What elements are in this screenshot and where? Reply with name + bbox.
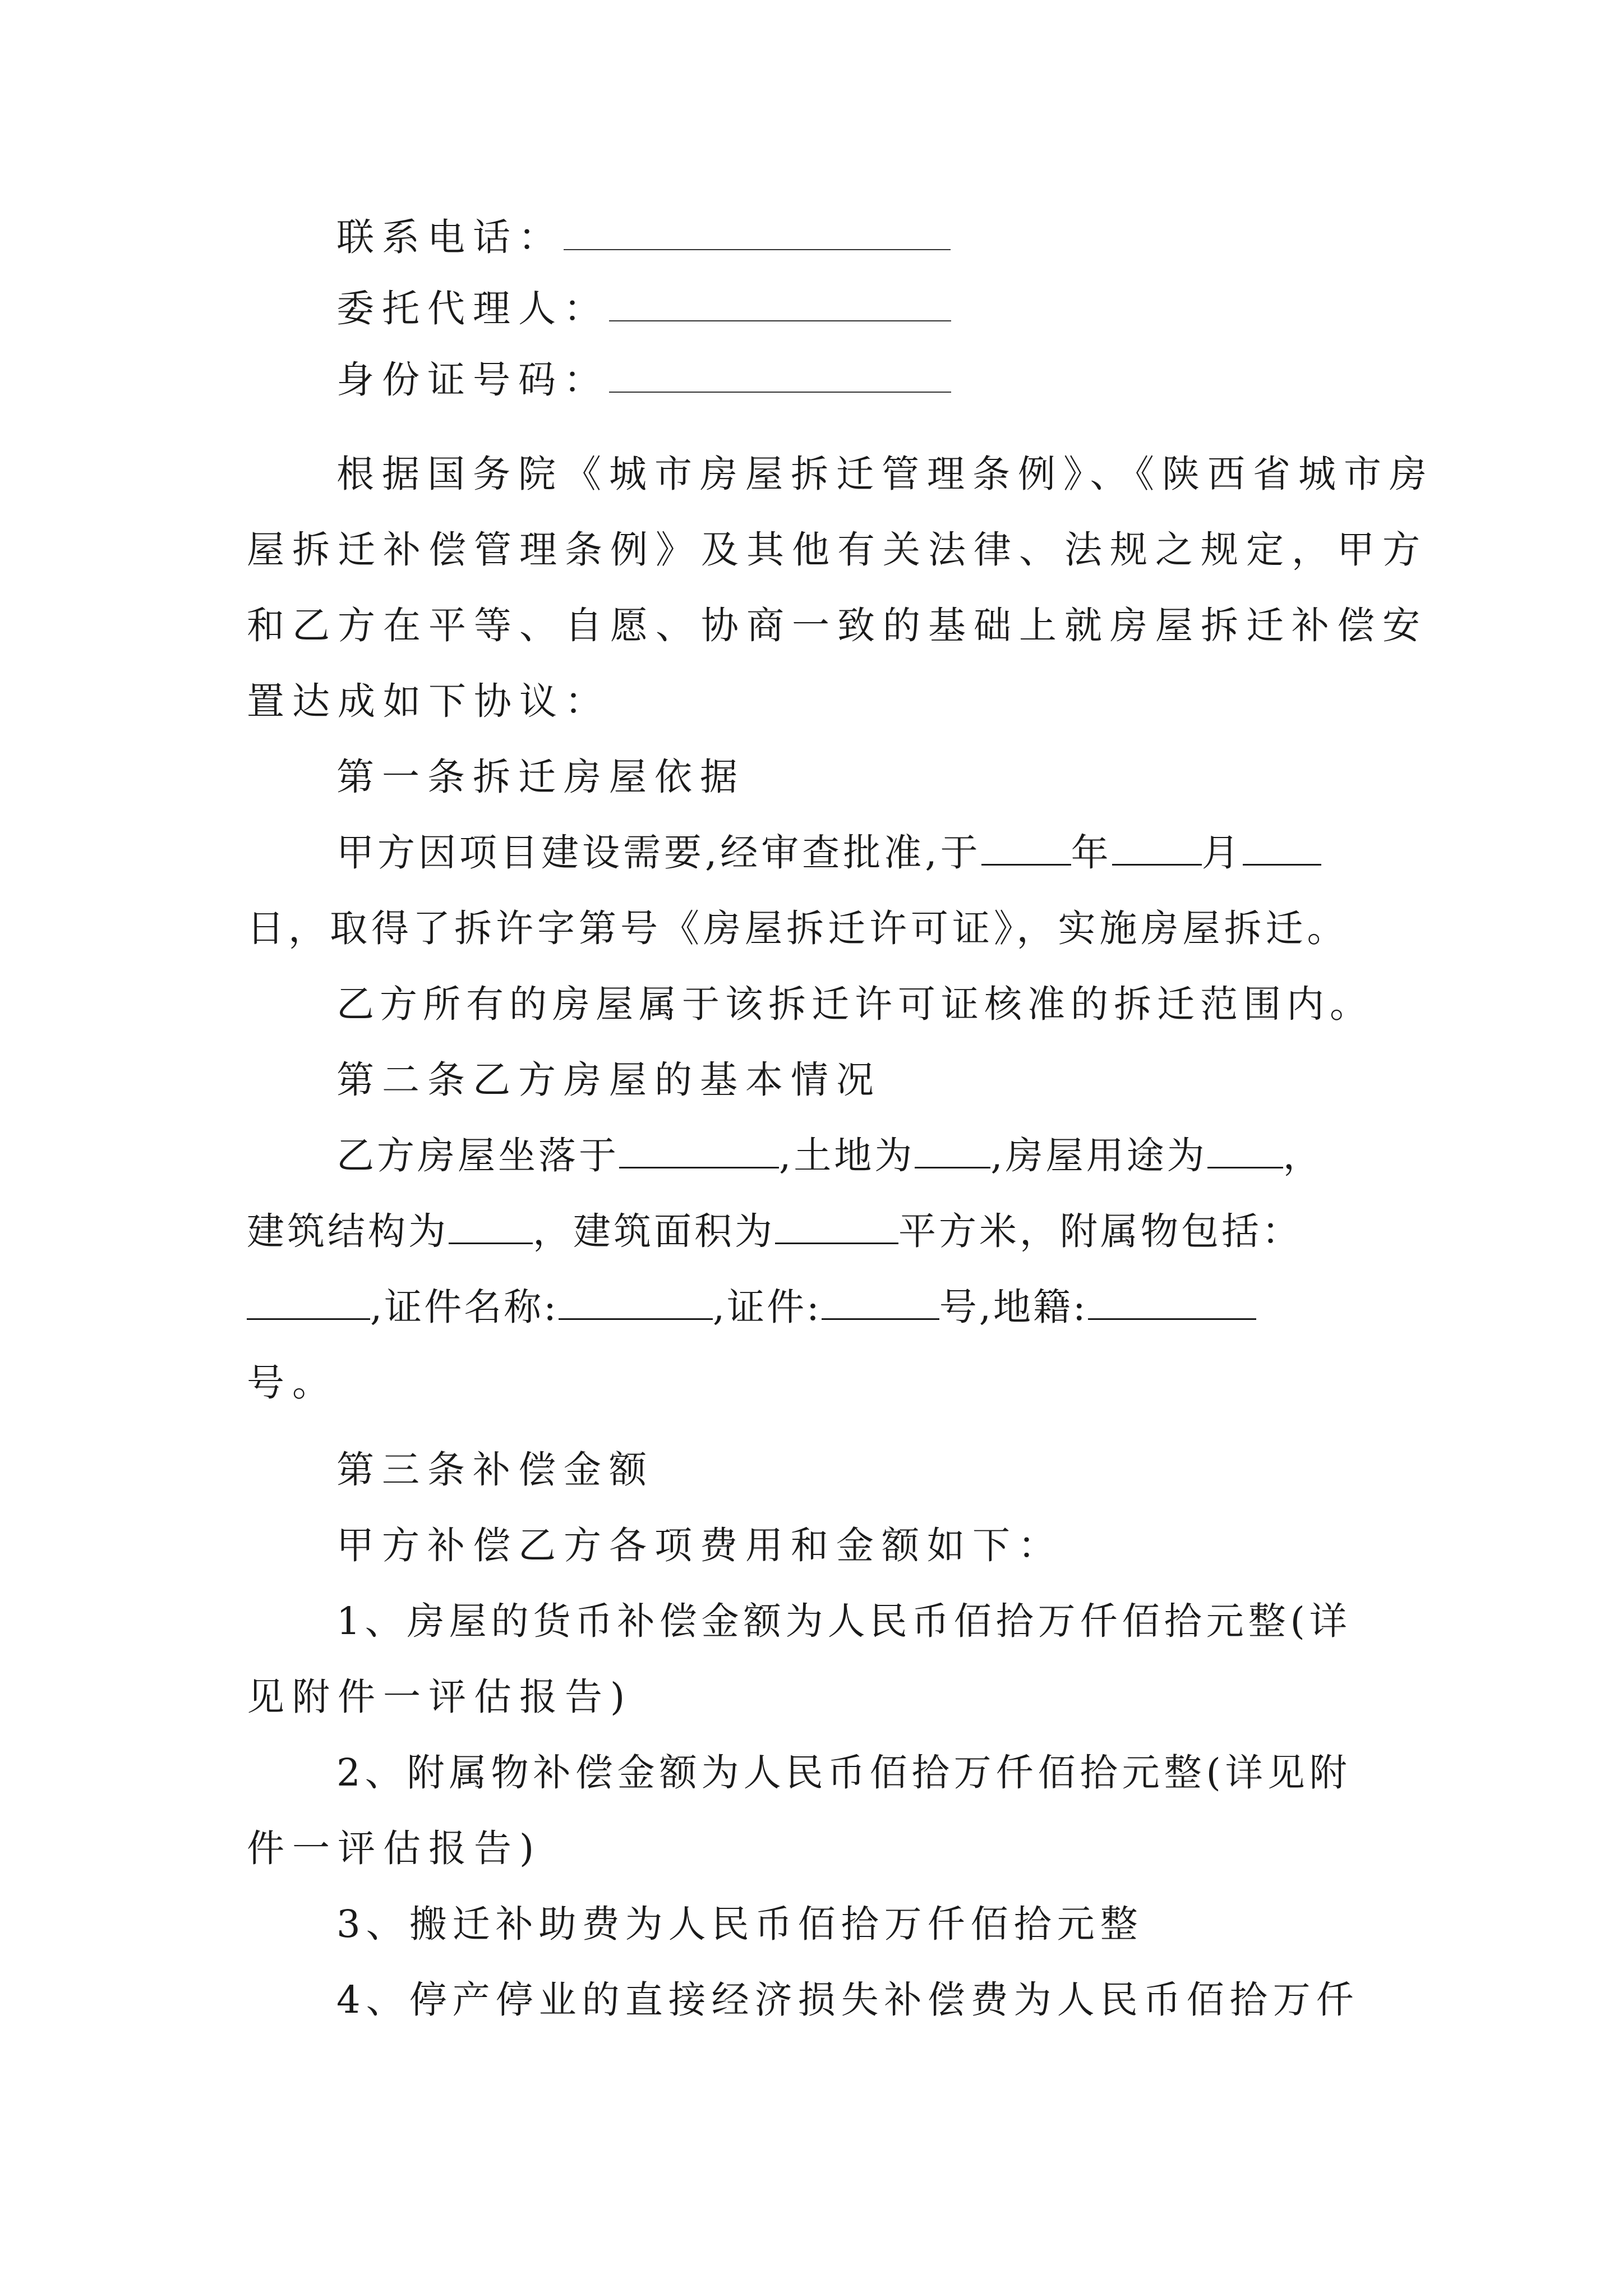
article-2-line-4: 号。: [247, 1361, 338, 1405]
structure-blank: [449, 1208, 533, 1244]
item-4-line-1: 4、停产停业的直接经济损失补偿费为人民币佰拾万仟: [336, 1978, 1359, 2022]
attachments-label: 平方米，附属物包括：: [898, 1209, 1302, 1253]
article-2-line-2: [247, 1206, 1391, 1257]
area-label: ，建筑面积为: [533, 1209, 775, 1253]
id-label: 身份证号码：: [336, 358, 609, 402]
article-2-title: 第二条乙方房屋的基本情况: [336, 1058, 882, 1102]
item-1-line-1: 1、房屋的货币补偿金额为人民币佰拾万仟佰拾元整(详: [336, 1599, 1352, 1643]
month-blank: [1112, 829, 1202, 866]
year-blank: [981, 829, 1071, 866]
land-label: ,土地为: [779, 1134, 915, 1177]
agent-field: [336, 283, 1391, 334]
id-blank: [609, 359, 951, 393]
line-end-comma: ，: [1283, 1134, 1324, 1177]
item-2-line-1: 2、附属物补偿金额为人民币佰拾万仟佰拾元整(详见附: [336, 1751, 1352, 1795]
usage-label: ,房屋用途为: [990, 1134, 1207, 1177]
article-1-para-1-line-1: [336, 827, 1391, 878]
cert-name-blank: [559, 1283, 713, 1320]
attachments-blank: [247, 1283, 370, 1320]
article-2-line-1: [336, 1130, 1391, 1181]
month-label: 月: [1201, 831, 1243, 875]
phone-label: 联系电话：: [336, 215, 564, 259]
preamble-line-3: 和乙方在平等、自愿、协商一致的基础上就房屋拆迁补偿安: [247, 604, 1428, 647]
structure-label: 建筑结构为: [247, 1209, 449, 1253]
item-1-line-2: 见附件一评估报告): [247, 1675, 633, 1719]
cadastre-label: 号,地籍:: [939, 1285, 1088, 1329]
article-1-para-1-line-2: 日，取得了拆许字第号《房屋拆迁许可证》，实施房屋拆迁。: [247, 907, 1349, 950]
cert-name-label: ,证件名称:: [370, 1285, 559, 1329]
year-label: 年: [1071, 831, 1112, 875]
agent-label: 委托代理人：: [336, 287, 609, 330]
item-3: 3、搬迁补助费为人民币佰拾万仟佰拾元整: [336, 1902, 1144, 1946]
preamble-line-1: 根据国务院《城市房屋拆迁管理条例》、《陕西省城市房: [336, 452, 1435, 496]
preamble-line-2: 屋拆迁补偿管理条例》及其他有关法律、法规之规定，甲方: [247, 528, 1428, 572]
article-2-line-3: [247, 1282, 1391, 1332]
article-3-intro: 甲方补偿乙方各项费用和金额如下：: [336, 1524, 1063, 1567]
phone-field: [336, 212, 1391, 263]
id-field: [336, 355, 1391, 405]
cert-blank: [822, 1283, 939, 1320]
article-1-para-2: 乙方所有的房屋属于该拆迁许可证核准的拆迁范围内。: [336, 982, 1373, 1026]
usage-blank: [1207, 1132, 1283, 1168]
agent-blank: [609, 288, 951, 321]
article-1-text: 甲方因项目建设需要,经审查批准,于: [336, 831, 981, 875]
item-2-line-2: 件一评估报告): [247, 1826, 542, 1870]
article-3-title: 第三条补偿金额: [336, 1448, 654, 1492]
land-blank: [915, 1132, 990, 1168]
location-label: 乙方房屋坐落于: [336, 1134, 619, 1177]
location-blank: [619, 1132, 779, 1168]
article-1-title: 第一条拆迁房屋依据: [336, 755, 745, 799]
area-blank: [775, 1208, 898, 1244]
phone-blank: [564, 217, 951, 250]
preamble-line-4: 置达成如下协议：: [247, 679, 610, 723]
cert-label: ,证件:: [712, 1285, 822, 1329]
cadastre-blank: [1088, 1283, 1256, 1320]
day-blank: [1243, 829, 1321, 866]
